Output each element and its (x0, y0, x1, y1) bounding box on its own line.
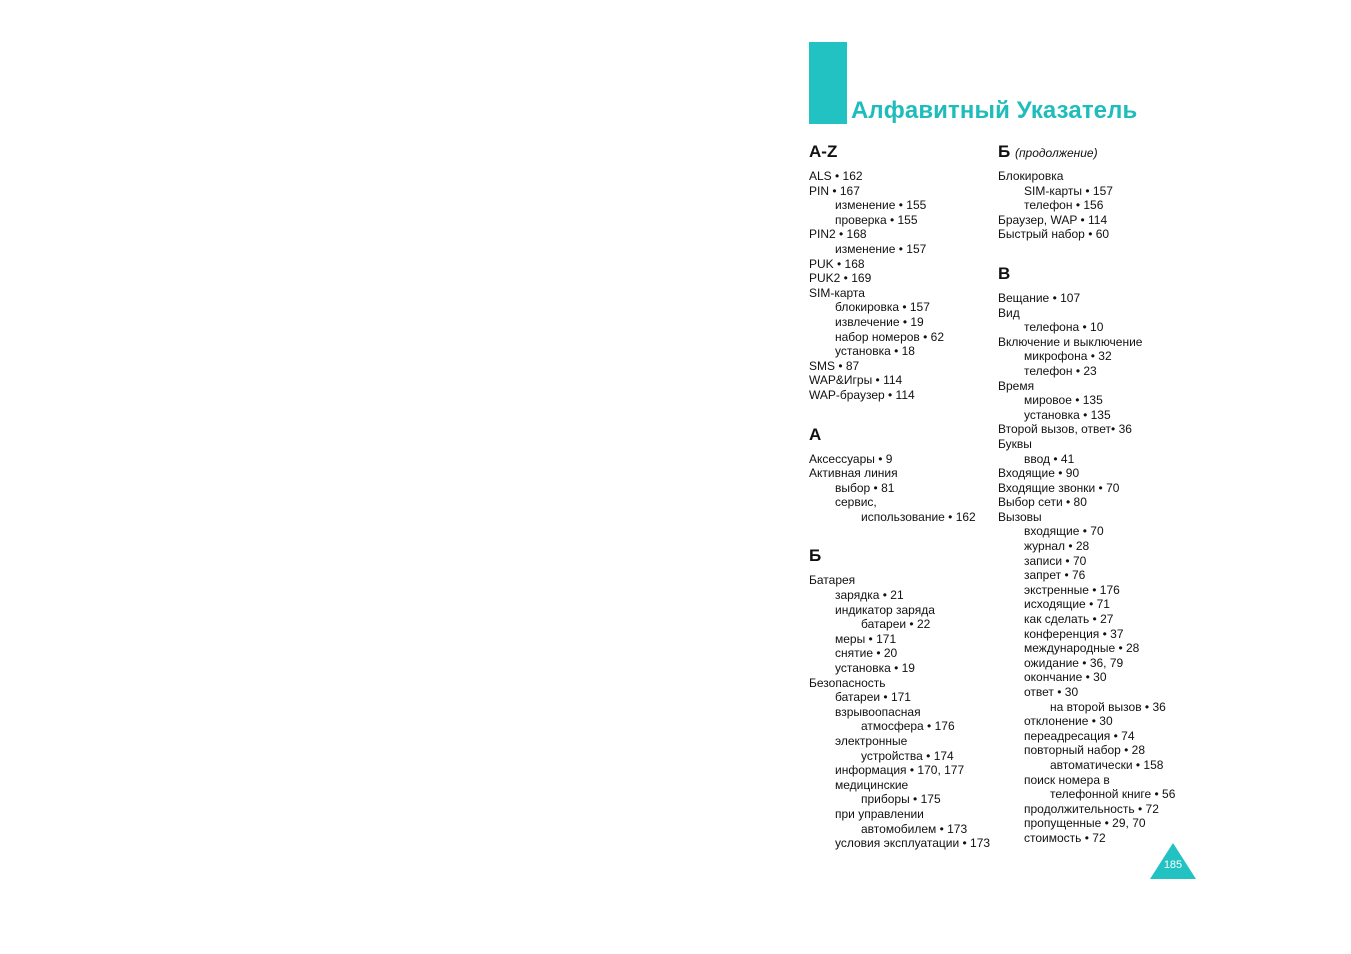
index-subentry: электронные (835, 734, 908, 748)
section-heading (998, 141, 1188, 163)
index-subentry: использование • 162 (861, 509, 976, 524)
index-subentry: исходящие • 71 (1024, 597, 1110, 612)
index-column-right (998, 141, 1188, 846)
index-entry: WAP&Игры • 114 (809, 373, 903, 388)
index-entry: Выбор сети • 80 (998, 495, 1087, 510)
page-number: 185 (1163, 859, 1183, 871)
index-subentry: при управлении (835, 806, 924, 821)
index-entry: Вид (998, 305, 1020, 320)
index-subentry: пропущенные • 29, 70 (1024, 816, 1146, 831)
index-entry: Входящие звонки • 70 (998, 480, 1120, 495)
index-entry: PUK • 168 (809, 256, 865, 271)
index-subentry: входящие • 70 (1024, 524, 1104, 539)
section-spacer (809, 524, 999, 545)
index-subentry: стоимость • 72 (1024, 830, 1106, 845)
index-entry: Аксессуары • 9 (809, 451, 893, 466)
index-subentry: извлечение • 19 (835, 314, 924, 329)
index-subentry: журнал • 28 (1024, 539, 1090, 554)
index-subentry: автомобилем • 173 (861, 821, 968, 836)
index-subentry: ответ • 30 (1024, 685, 1079, 699)
index-subentry: устройства • 174 (861, 748, 954, 763)
index-entry: Включение и выключение (998, 334, 1143, 349)
index-subentry: телефон • 156 (1024, 198, 1104, 213)
index-entry: Безопасность (809, 675, 886, 690)
title-accent-bar (809, 42, 847, 124)
index-entry: Входящие • 90 (998, 466, 1080, 481)
index-subentry: меры • 171 (835, 631, 897, 646)
index-subentry: зарядка • 21 (835, 588, 904, 603)
index-entry: Быстрый набор • 60 (998, 227, 1110, 242)
index-subentry: установка • 135 (1024, 407, 1111, 422)
index-subentry: приборы • 175 (861, 792, 941, 807)
index-subentry: снятие • 20 (835, 646, 898, 661)
section-spacer (809, 403, 999, 424)
index-subentry: сервис, (835, 495, 877, 510)
section-letter: А (809, 424, 822, 444)
index-subentry: установка • 18 (835, 344, 915, 359)
index-subentry: батареи • 22 (861, 617, 931, 632)
index-subentry: условия эксплуатации • 173 (835, 836, 991, 851)
index-subentry: микрофона • 32 (1024, 349, 1112, 364)
index-subentry: переадресация • 74 (1024, 728, 1135, 743)
section-letter: В (998, 263, 1011, 283)
index-entry: SIM-карта (809, 285, 865, 300)
index-entry: PUK2 • 169 (809, 271, 872, 286)
index-entry: WAP-браузер • 114 (809, 387, 915, 402)
index-subentry: телефонной книге • 56 (1050, 787, 1176, 802)
index-entry: Вещание • 107 (998, 290, 1081, 305)
index-subentry: мировое • 135 (1024, 393, 1103, 408)
index-subentry: телефон • 23 (1024, 363, 1097, 378)
index-subentry: изменение • 155 (835, 198, 927, 213)
index-subentry: ввод • 41 (1024, 451, 1075, 466)
index-entry: Вызовы (998, 509, 1042, 524)
index-entry: Браузер, WAP • 114 (998, 212, 1108, 227)
index-subentry: выбор • 81 (835, 480, 895, 495)
index-subentry: установка • 19 (835, 661, 915, 676)
index-subentry: записи • 70 (1024, 553, 1087, 568)
section-letter: A-Z (809, 142, 838, 161)
index-entry: Время (998, 378, 1035, 393)
index-subentry: блокировка • 157 (835, 300, 930, 315)
index-subentry: международные • 28 (1024, 641, 1140, 656)
index-entry: ALS • 162 (809, 169, 863, 183)
index-subentry: на второй вызов • 36 (1050, 699, 1166, 714)
section-letter: Б (809, 546, 822, 566)
index-subentry: ожидание • 36, 79 (1024, 655, 1124, 670)
index-subentry: как сделать • 27 (1024, 612, 1114, 627)
index-entry: Активная линия (809, 466, 898, 481)
index-subentry: индикатор заряда (835, 602, 935, 617)
index-entry: PIN2 • 168 (809, 227, 867, 242)
index-subentry: батареи • 171 (835, 690, 911, 705)
index-column-left (809, 141, 999, 851)
index-subentry: автоматически • 158 (1050, 757, 1164, 772)
section-spacer (998, 242, 1188, 263)
index-entry: SMS • 87 (809, 358, 860, 373)
index-subentry: медицинские (835, 777, 909, 792)
index-subentry: телефона • 10 (1024, 320, 1104, 335)
index-subentry: взрывоопасная (835, 704, 921, 719)
index-subentry: окончание • 30 (1024, 670, 1107, 685)
index-entry: Второй вызов, ответ• 36 (998, 422, 1132, 437)
index-subentry: отклонение • 30 (1024, 714, 1113, 729)
index-subentry: запрет • 76 (1024, 568, 1086, 583)
index-subentry: информация • 170, 177 (835, 763, 965, 778)
section-letter: Б (998, 142, 1011, 161)
index-subentry: продолжительность • 72 (1024, 801, 1159, 816)
index-subentry: экстренные • 176 (1024, 582, 1120, 597)
index-subentry: изменение • 157 (835, 241, 927, 256)
index-subentry: конференция • 37 (1024, 626, 1124, 641)
section-heading (809, 141, 999, 163)
section-heading (809, 545, 999, 567)
section-heading (809, 424, 999, 446)
index-subentry: повторный набор • 28 (1024, 743, 1146, 758)
index-entry: Блокировка (998, 169, 1064, 183)
section-continued-note: (продолжение) (1014, 146, 1098, 160)
index-entry: PIN • 167 (809, 183, 860, 198)
index-subentry: атмосфера • 176 (861, 719, 955, 734)
page-title: Алфавитный Указатель (851, 97, 1138, 124)
index-entry: Буквы (998, 436, 1032, 451)
index-subentry: проверка • 155 (835, 212, 918, 227)
index-entry: Батарея (809, 573, 856, 588)
index-subentry: набор номеров • 62 (835, 329, 945, 344)
index-subentry: SIM-карты • 157 (1024, 183, 1113, 198)
section-heading (998, 263, 1188, 285)
index-subentry: поиск номера в (1024, 772, 1110, 787)
